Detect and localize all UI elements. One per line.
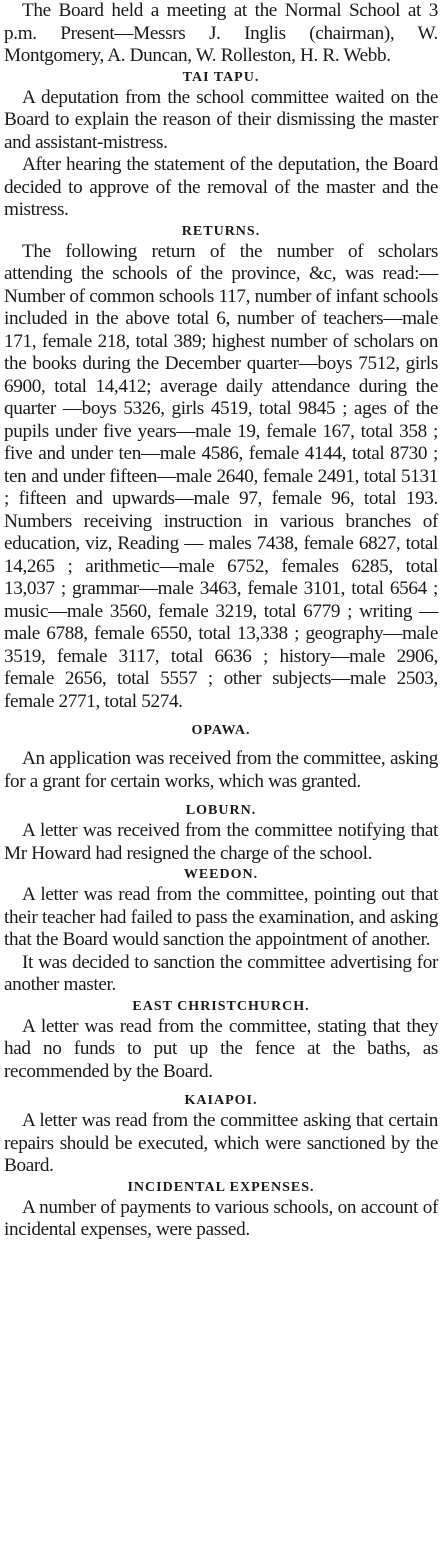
returns-paragraph: The following return of the number of scholars attending the schools of the province, &c, was read:—Number of common schools 117, number of infant schools included in the above total 6, number of teachers—male 171, female 218, total 389; highest number of scholars on the books during the December quarter—boys 7512, girls 6900, total 14,412; average daily attendance during the quarter —boys 5326, girls 4519, total 9845 ; ages of the pupils under five years—male 19, female 167, total 358 ; five and under ten—male 4586, female 4144, total 8730 ; ten and under fifteen—male 2640, female 2491, total 5131 ; fifteen and upwards—male 97, female 96, total 193. Numbers receiving instruction in various branches of education, viz, Reading — males 7438, female 6827, total 14,265 ; arithmetic—male 6752, females 6285, total 13,037 ; grammar—male 3463, female 3101, total 6564 ; music—male 3560, female 3219, total 6779 ; writing —male 6788, female 6550, total 13,338 ; geography—male 3519, female 3117, total 6636 ; history—male 2906, female 2656, total 5557 ; other subjects—male 2503, female 2771, total 5274. <box>4 240 438 712</box>
section-heading-tai-tapu: TAI TAPU. <box>182 69 260 85</box>
spacer <box>4 740 438 748</box>
section-heading-kaiapoi: KAIAPOI. <box>184 1093 258 1108</box>
section-heading-returns: RETURNS. <box>181 223 261 239</box>
spacer <box>4 1083 438 1091</box>
kaiapoi-paragraph: A letter was read from the committee asking that certain repairs should be executed, which were sanctioned by the Board. <box>4 1110 438 1176</box>
incidental-expenses-paragraph: A number of payments to various schools, on account of incidental expenses, were passed. <box>4 1196 438 1240</box>
intro-paragraph: The Board held a meeting at the Normal School at 3 p.m. Present—Messrs J. Inglis (chairman), W. Montgomery, A. Duncan, W. Rolleston, H. R. Webb. <box>4 0 438 66</box>
section-heading-east-christchurch: EAST CHRISTCHURCH. <box>132 998 310 1014</box>
section-heading-loburn: LOBURN. <box>185 803 257 818</box>
section-heading-weedon: WEEDON. <box>183 867 259 882</box>
section-heading-incidental-expenses: INCIDENTAL EXPENSES. <box>127 1179 315 1195</box>
spacer <box>4 793 438 801</box>
tai-tapu-paragraph-1: A deputation from the school committee waited on the Board to explain the reason of their dismissing the master and assistant-mistress. <box>4 86 438 153</box>
loburn-paragraph: A letter was received from the committee notifying that Mr Howard had resigned the charge of the school. <box>4 820 438 864</box>
weedon-paragraph-1: A letter was read from the committee, pointing out that their teacher had failed to pass the examination, and asking that the Board would sanction the appointment of another. <box>4 884 438 950</box>
east-christchurch-paragraph: A letter was read from the committee, stating that they had no funds to put up the fence at the baths, as recommended by the Board. <box>4 1015 438 1082</box>
spacer <box>4 713 438 721</box>
tai-tapu-paragraph-2: After hearing the statement of the deputation, the Board decided to approve of the removal of the master and the mistress. <box>4 154 438 220</box>
weedon-paragraph-2: It was decided to sanction the committee advertising for another master. <box>4 951 438 995</box>
opawa-paragraph: An application was received from the committee, asking for a grant for certain works, which was granted. <box>4 748 438 792</box>
section-heading-opawa: OPAWA. <box>191 723 251 738</box>
